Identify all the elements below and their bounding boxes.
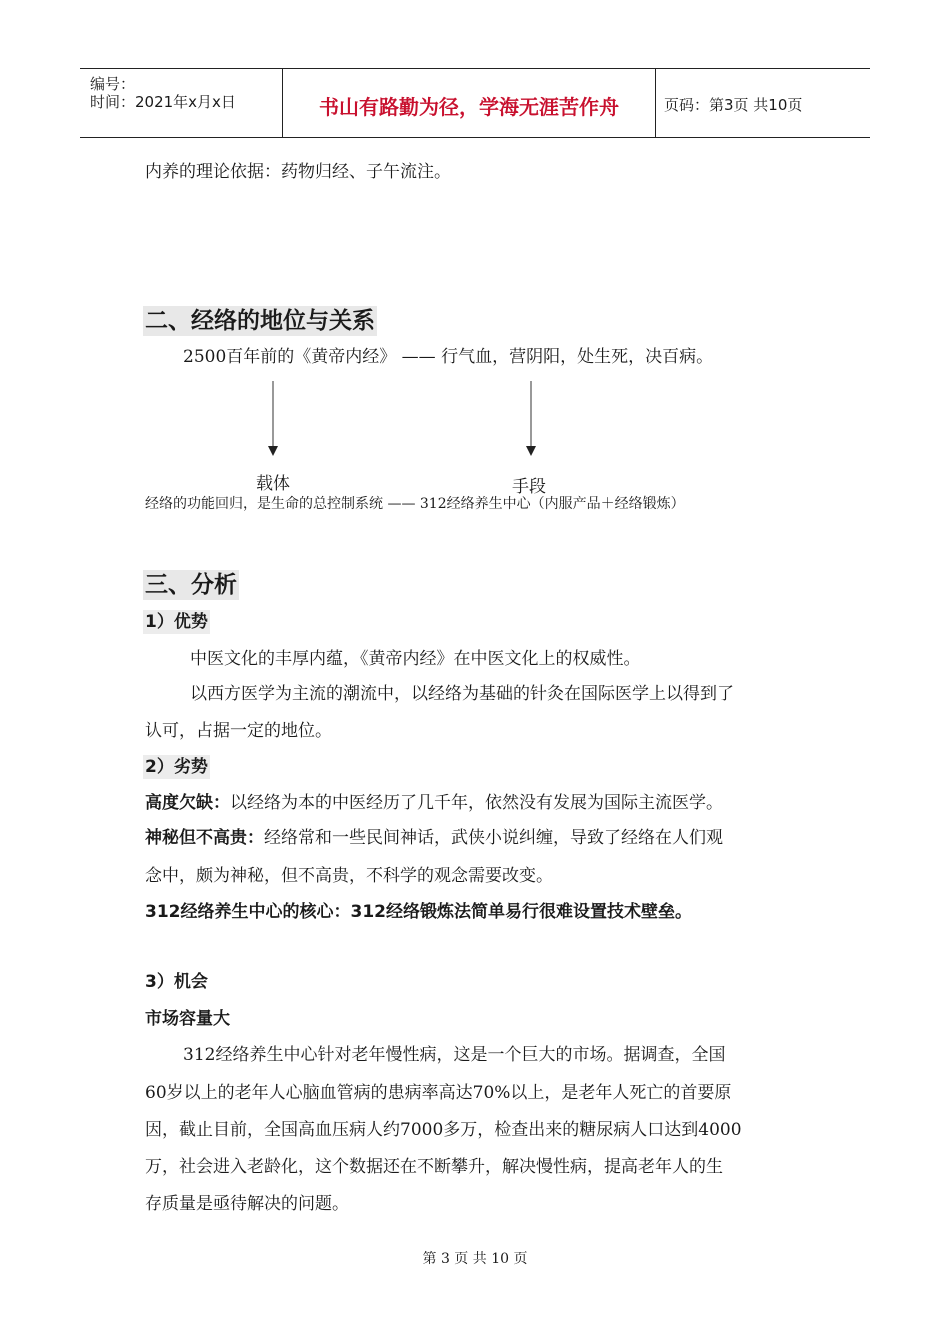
opportunity-line-5: 存质量是亟待解决的问题。 (145, 1194, 349, 1214)
serial-number-label: 编号： (90, 75, 136, 93)
weakness-item-2 (145, 828, 723, 848)
advantage-p2-line1: 以西方医学为主流的潮流中，以经络为基础的针灸在国际医学上以得到了 (190, 684, 734, 704)
weakness-2-text: 经络常和一些民间神话，武侠小说纠缠，导致了经络在人们观 (264, 828, 723, 848)
arrow-head-right (526, 446, 536, 456)
weakness-2-label: 神秘但不高贵： (145, 828, 264, 848)
weakness-2-text-line2: 念中，颇为神秘，但不高贵，不科学的观念需要改变。 (145, 866, 553, 886)
section-2-heading: 二、经络的地位与关系 (145, 308, 375, 334)
relation-arrows (0, 0, 950, 520)
weakness-item-1 (145, 793, 723, 813)
weakness-heading: 2）劣势 (145, 757, 208, 777)
relation-bottom-line: 经络的功能回归，是生命的总控制系统 —— 312经络养生中心（内服产品＋经络锻炼） (145, 496, 685, 512)
opportunity-line-4: 万，社会进入老龄化，这个数据还在不断攀升，解决慢性病，提高老年人的生 (145, 1157, 723, 1177)
weakness-1-text: 以经络为本的中医经历了几千年，依然没有发展为国际主流医学。 (230, 793, 723, 813)
weakness-core: 312经络养生中心的核心：312经络锻炼法简单易行很难设置技术壁垒。 (145, 902, 692, 922)
advantage-heading: 1）优势 (145, 612, 208, 632)
label-means: 手段 (512, 477, 546, 497)
relation-top-line: 2500百年前的《黄帝内经》 —— 行气血，营阴阳，处生死，决百病。 (183, 347, 714, 367)
weakness-1-label: 高度欠缺： (145, 793, 230, 813)
label-carrier: 载体 (256, 474, 290, 494)
advantage-p1: 中医文化的丰厚内蕴，《黄帝内经》在中医文化上的权威性。 (190, 649, 641, 669)
intro-line: 内养的理论依据：药物归经、子午流注。 (145, 162, 451, 182)
header-page-info: 页码：第3页 共10页 (664, 96, 803, 114)
opportunity-heading: 3）机会 (145, 972, 208, 992)
section-3-heading: 三、分析 (145, 572, 237, 598)
advantage-p2-line2: 认可，占据一定的地位。 (145, 721, 332, 741)
header-motto: 书山有路勤为径，学海无涯苦作舟 (319, 95, 619, 119)
opportunity-line-2: 60岁以上的老年人心脑血管病的患病率高达70%以上，是老年人死亡的首要原 (145, 1083, 732, 1103)
date-label: 时间：2021年x月x日 (90, 93, 236, 111)
opportunity-subheading: 市场容量大 (145, 1009, 230, 1029)
arrow-head-left (268, 446, 278, 456)
opportunity-line-3: 因，截止目前，全国高血压病人约7000多万，检查出来的糖尿病人口达到4000 (145, 1120, 742, 1140)
opportunity-line-1: 312经络养生中心针对老年慢性病，这是一个巨大的市场。据调查，全国 (183, 1045, 726, 1065)
page-footer: 第 3 页 共 10 页 (422, 1251, 528, 1267)
